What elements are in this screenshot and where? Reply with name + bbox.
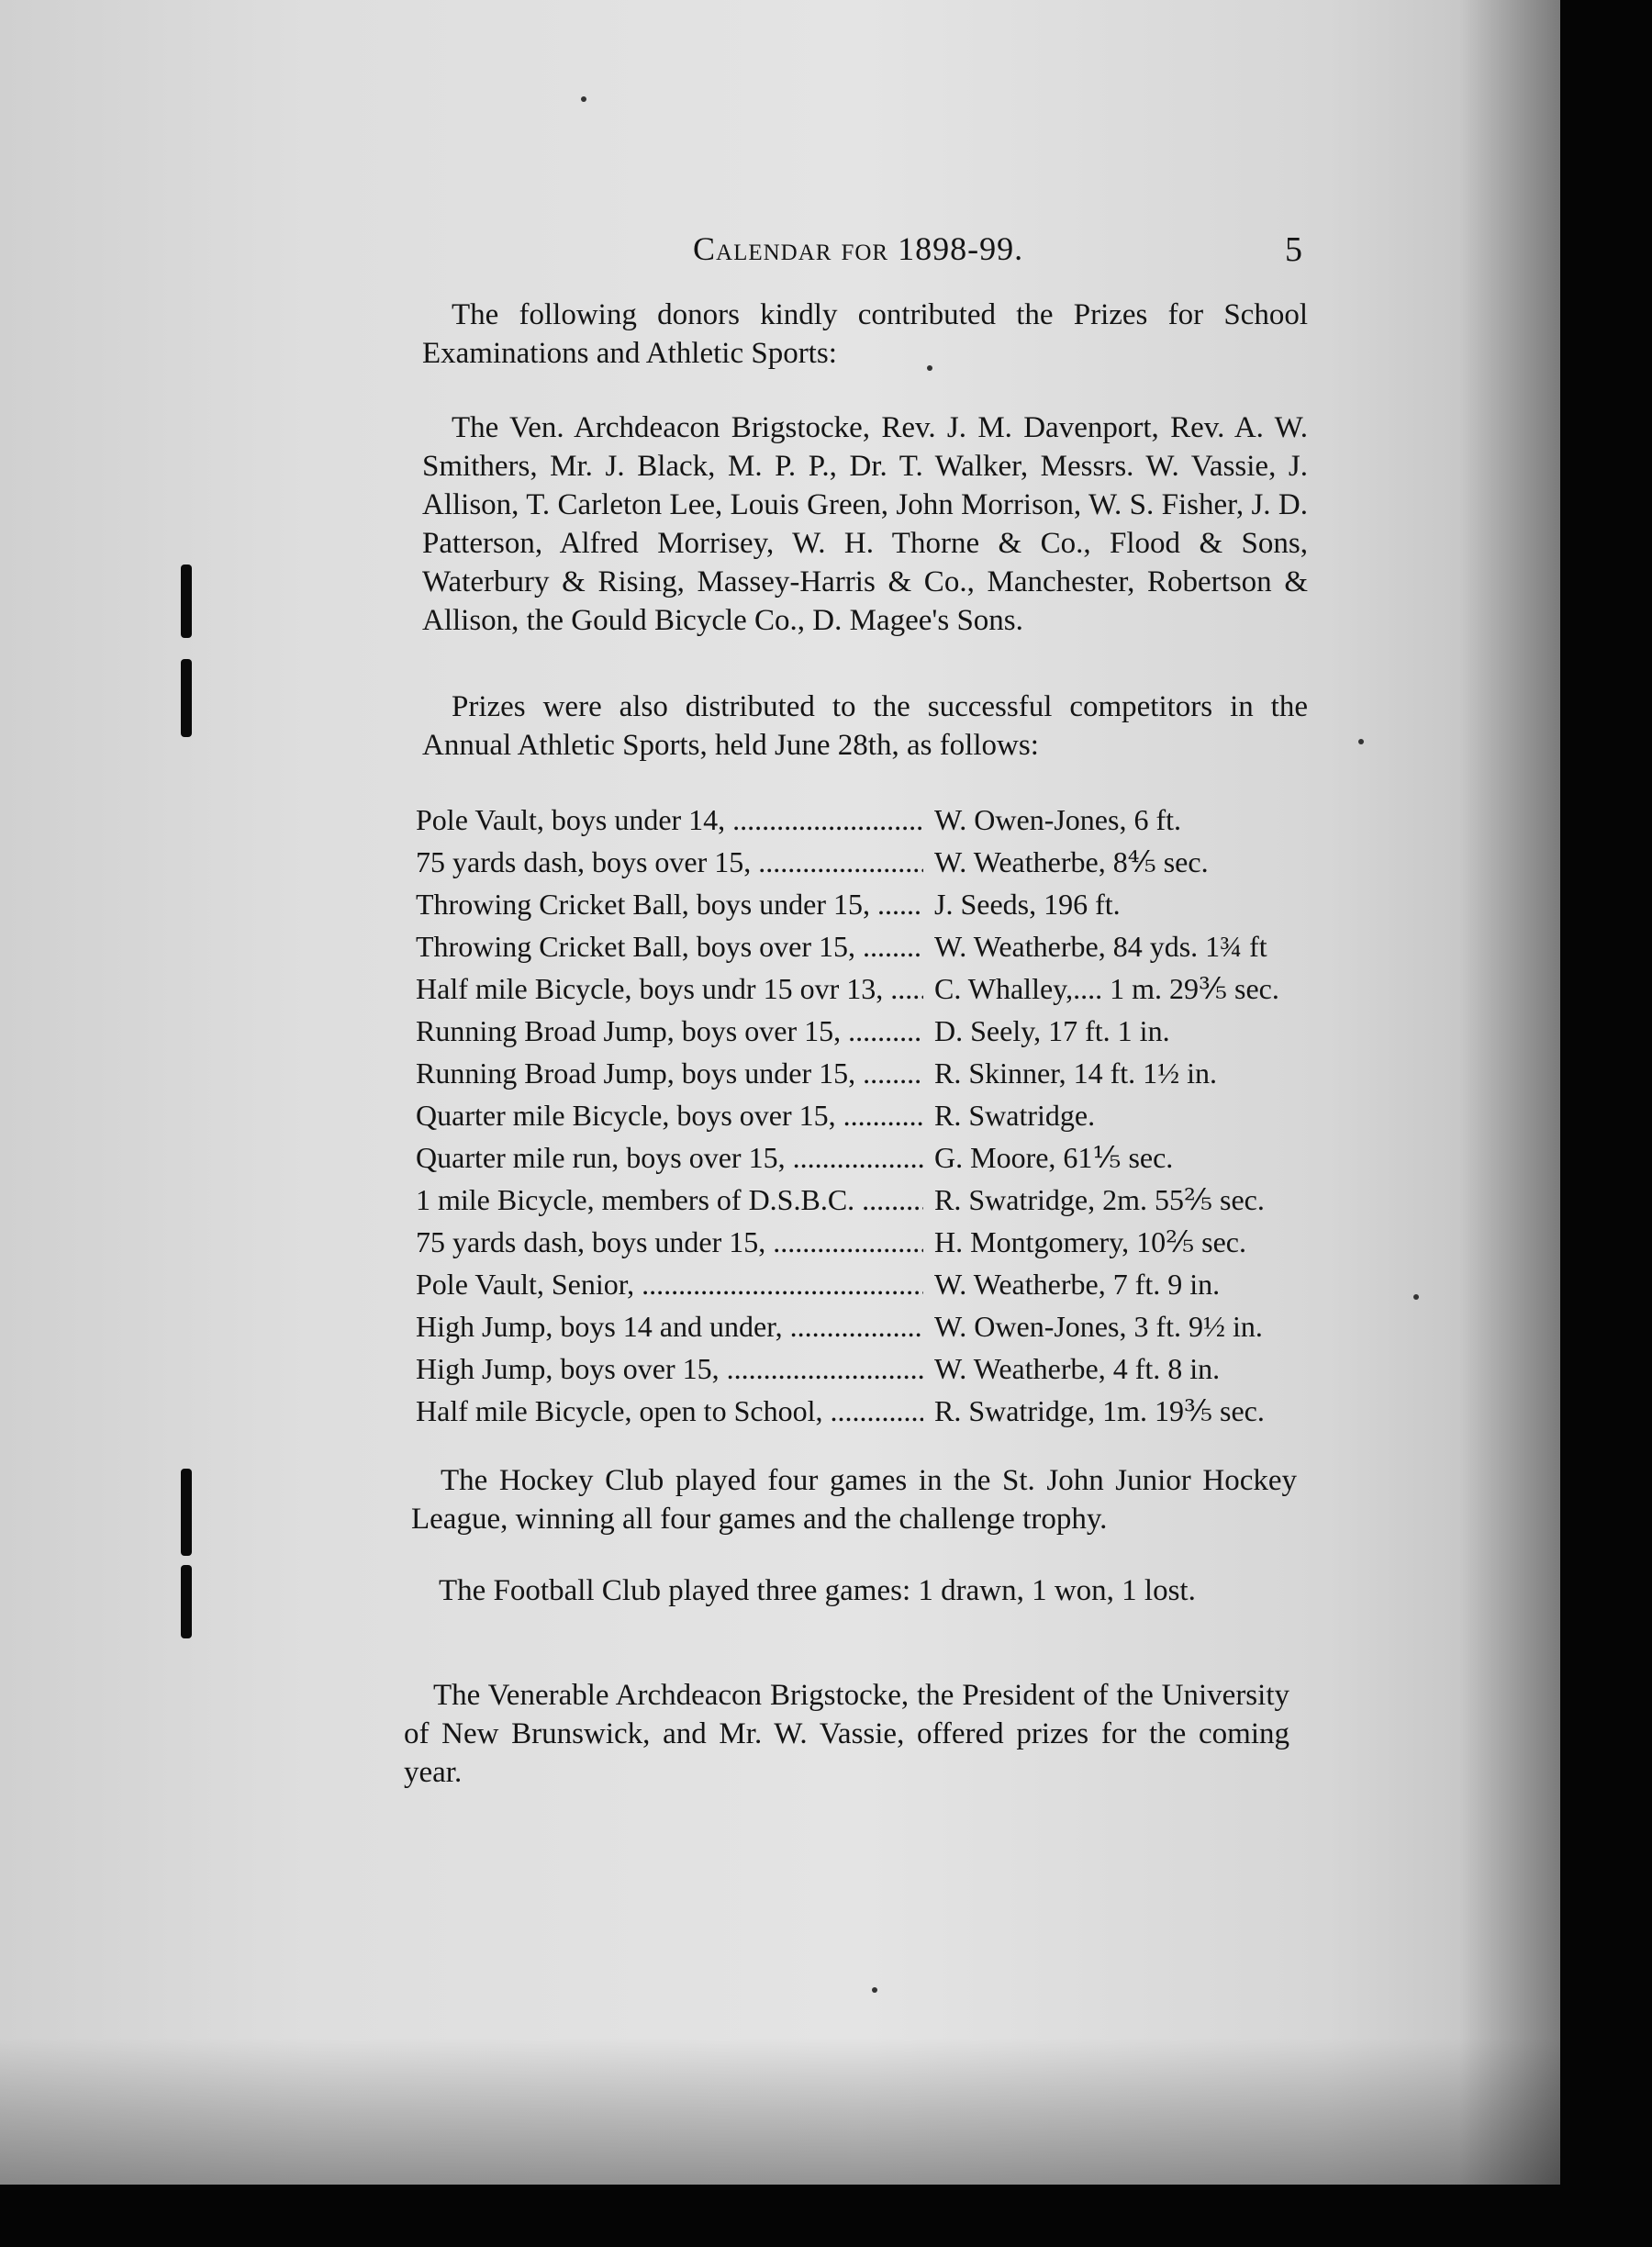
page-bottom-shadow [0, 2038, 1560, 2185]
prize-row [416, 925, 1334, 967]
winner-result: J. Seeds, 196 ft. [934, 888, 1121, 921]
paragraph-text: The following donors kindly contributed the Prizes for School Examinations and Athletic Sports: [422, 298, 1308, 370]
hockey-paragraph [411, 1461, 1297, 1538]
prize-row [416, 1094, 1334, 1136]
event-name: Running Broad Jump, boys over 15, ..... [416, 1010, 923, 1052]
prize-row [416, 1390, 1334, 1432]
event-name: Quarter mile Bicycle, boys over 15, ..... [416, 1094, 923, 1136]
event-name: Half mile Bicycle, boys undr 15 ovr 13, ..... [416, 967, 923, 1010]
prize-row [416, 883, 1334, 925]
event-name: High Jump, boys over 15, ..... [416, 1347, 923, 1390]
page-header: Calendar for 1898-99. [693, 230, 1024, 267]
event-name: Half mile Bicycle, open to School, ..... [416, 1390, 923, 1432]
donors-list-paragraph [422, 408, 1308, 640]
page-number: 5 [1285, 230, 1302, 269]
binding-mark [181, 1565, 192, 1638]
winner-result: C. Whalley,.... 1 m. 29⅗ sec. [934, 972, 1279, 1005]
event-name: Throwing Cricket Ball, boys under 15, ..... [416, 883, 923, 925]
football-paragraph [409, 1571, 1295, 1610]
prize-row [416, 1179, 1334, 1221]
winner-result: R. Swatridge. [934, 1099, 1096, 1132]
event-name: 1 mile Bicycle, members of D.S.B.C. ..... [416, 1179, 923, 1221]
event-name: Running Broad Jump, boys under 15, ..... [416, 1052, 923, 1094]
paragraph-text: The Hockey Club played four games in the St. John Junior Hockey League, winning all four games and the challenge trophy. [411, 1464, 1297, 1536]
prize-row [416, 1305, 1334, 1347]
winner-result: W. Owen-Jones, 3 ft. 9½ in. [934, 1310, 1263, 1343]
prizes-intro-paragraph [422, 688, 1308, 765]
paragraph-text: The Ven. Archdeacon Brigstocke, Rev. J. M. Davenport, Rev. A. W. Smithers, Mr. J. Black, M. P. P., Dr. T. Walker, Messrs. W. Vassie, J. Allison, T. Carleton Lee, Louis Green, John Morrison, W. S. Fisher, J. D. Patterson, Alfred Morrisey, W. H. Thorne & Co., Flood & Sons, Waterbury & Rising, Massey-Harris & Co., Manchester, Robertson & Allison, the Gould Bicycle Co., D. Magee's Sons. [422, 411, 1308, 637]
winner-result: W. Weatherbe, 4 ft. 8 in. [934, 1352, 1221, 1385]
event-name: 75 yards dash, boys over 15, ..... [416, 841, 923, 883]
winner-result: R. Skinner, 14 ft. 1½ in. [934, 1056, 1218, 1090]
winner-result: W. Owen-Jones, 6 ft. [934, 803, 1181, 836]
winner-result: D. Seely, 17 ft. 1 in. [934, 1014, 1170, 1047]
binding-mark [181, 659, 192, 737]
event-name: Pole Vault, Senior, ..... [416, 1263, 923, 1305]
winner-result: R. Swatridge, 1m. 19⅗ sec. [934, 1394, 1265, 1427]
prize-row [416, 1347, 1334, 1390]
prize-row [416, 1052, 1334, 1094]
page-edge-shadow [1459, 0, 1560, 2185]
event-name: High Jump, boys 14 and under, ..... [416, 1305, 923, 1347]
prize-row [416, 841, 1334, 883]
event-name: Pole Vault, boys under 14, ..... [416, 799, 923, 841]
binding-mark [181, 1469, 192, 1556]
event-name: Quarter mile run, boys over 15, ..... [416, 1136, 923, 1179]
prize-row [416, 1221, 1334, 1263]
binding-mark [181, 565, 192, 638]
prize-row [416, 1136, 1334, 1179]
paragraph-text: Prizes were also distributed to the successful competitors in the Annual Athletic Sports, held June 28th, as follows: [422, 690, 1308, 762]
winner-result: W. Weatherbe, 7 ft. 9 in. [934, 1268, 1221, 1301]
prize-list [416, 799, 1334, 1432]
winner-result: G. Moore, 61⅕ sec. [934, 1141, 1174, 1174]
paragraph-text: The Football Club played three games: 1 drawn, 1 won, 1 lost. [439, 1574, 1196, 1607]
event-name: Throwing Cricket Ball, boys over 15, ..... [416, 925, 923, 967]
donors-intro-paragraph [422, 296, 1308, 373]
winner-result: H. Montgomery, 10⅖ sec. [934, 1225, 1246, 1258]
winner-result: W. Weatherbe, 8⅘ sec. [934, 845, 1209, 878]
closing-paragraph [404, 1676, 1289, 1792]
prize-row [416, 967, 1334, 1010]
winner-result: W. Weatherbe, 84 yds. 1¾ ft [934, 930, 1267, 963]
paragraph-text: The Venerable Archdeacon Brigstocke, the President of the University of New Brunswick, and Mr. W. Vassie, offered prizes for the coming year. [404, 1679, 1289, 1789]
prize-row [416, 1010, 1334, 1052]
prize-row [416, 1263, 1334, 1305]
winner-result: R. Swatridge, 2m. 55⅖ sec. [934, 1183, 1265, 1216]
event-name: 75 yards dash, boys under 15, ..... [416, 1221, 923, 1263]
prize-row [416, 799, 1334, 841]
